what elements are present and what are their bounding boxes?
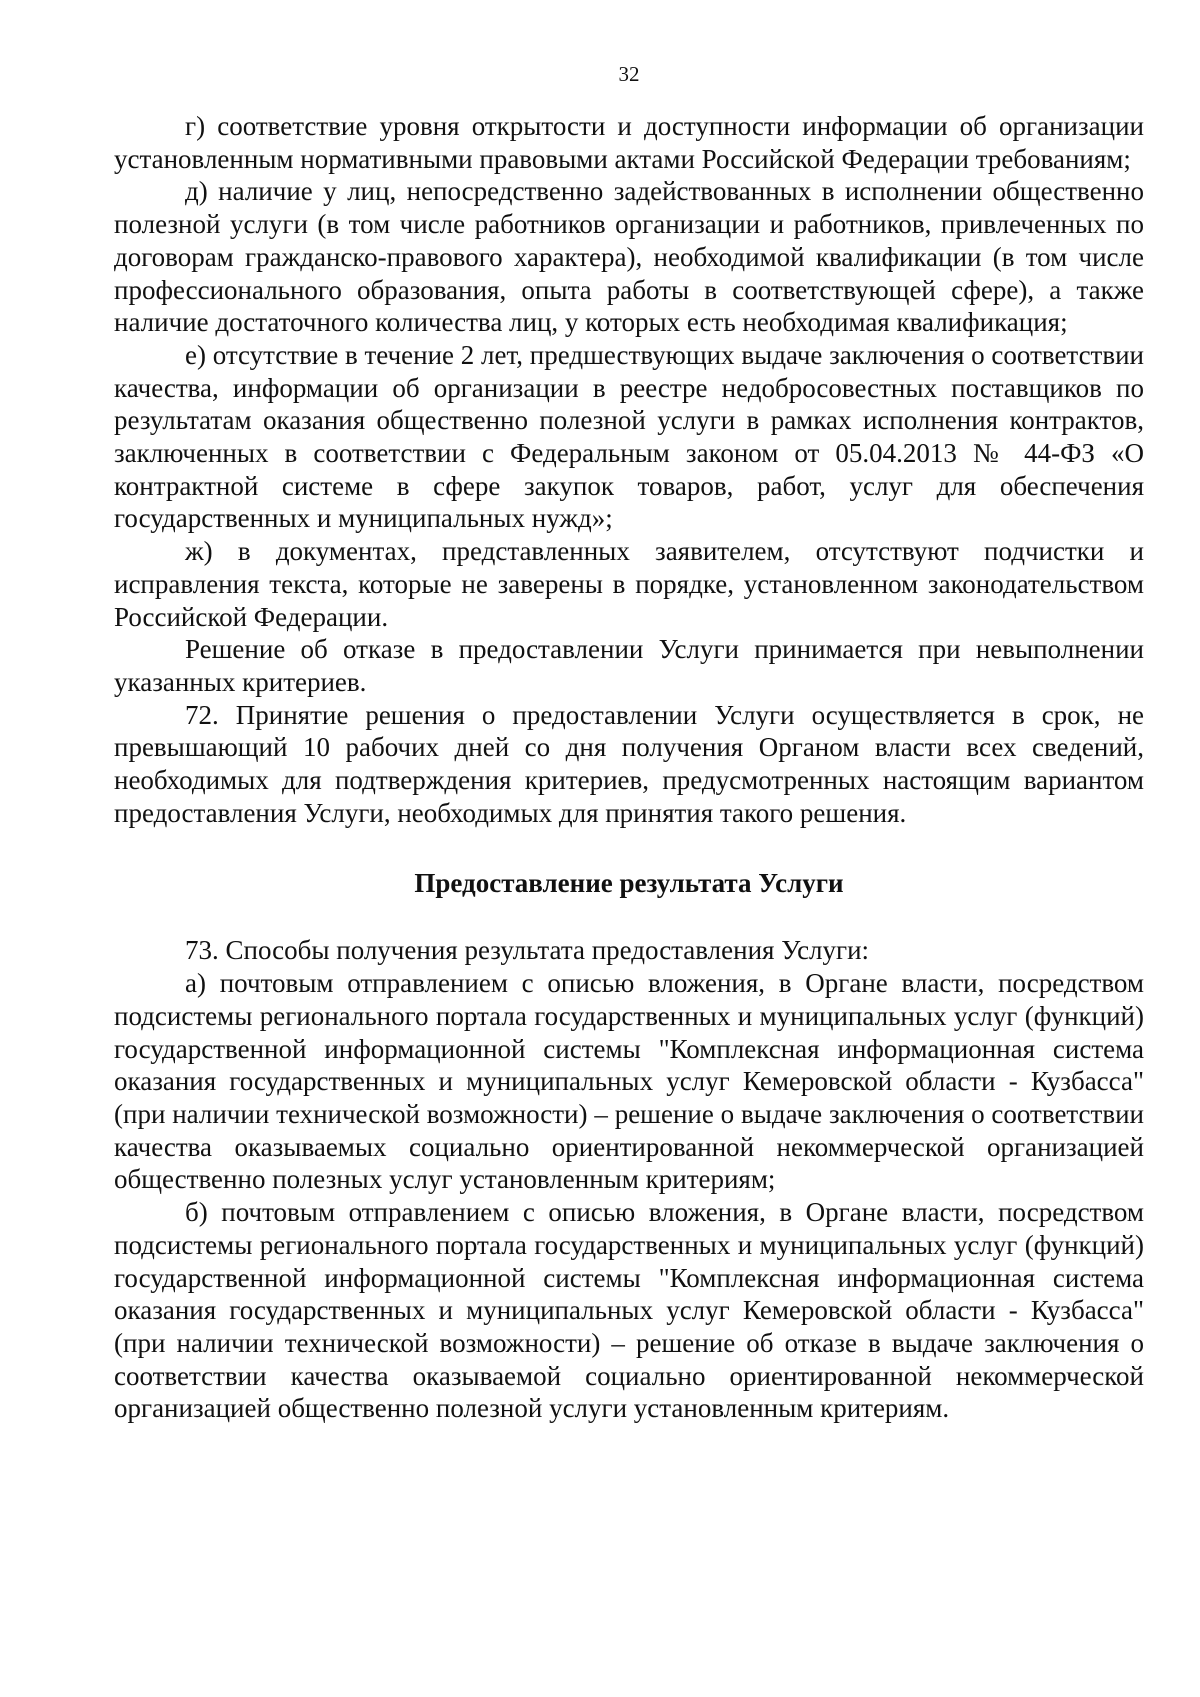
paragraph-criterion-d: д) наличие у лиц, непосредственно задействованных в исполнении общественно полезной услуги (в том числе работников организации и работников, привлеченных по договорам гражданско-правового характера), необходимой квалификации (в том числе профессионального образования, опыта работы в соответствующей сфере), а также наличие достаточного количества лиц, у которых есть необходимая квалификация; bbox=[114, 176, 1144, 338]
paragraph-method-a: а) почтовым отправлением с описью вложения, в Органе власти, посредством подсистемы регионального портала государственных и муниципальных услуг (функций) государственной информационной системы "Комплексная информационная система оказания государственных и муниципальных услуг Кемеровской области - Кузбасса" (при наличии технической возможности) – решение о выдаче заключения о соответствии качества оказываемых социально ориентированной некоммерческой организацией общественно полезных услуг установленным критериям; bbox=[114, 968, 1144, 1195]
paragraph-criterion-zh: ж) в документах, представленных заявителем, отсутствуют подчистки и исправления текста, которые не заверены в порядке, установленном законодательством Российской Федерации. bbox=[114, 536, 1144, 632]
paragraph-method-b: б) почтовым отправлением с описью вложения, в Органе власти, посредством подсистемы регионального портала государственных и муниципальных услуг (функций) государственной информационной системы "Комплексная информационная система оказания государственных и муниципальных услуг Кемеровской области - Кузбасса" (при наличии технической возможности) – решение об отказе в выдаче заключения о соответствии качества оказываемой социально ориентированной некоммерческой организацией общественно полезной услуги установленным критериям. bbox=[114, 1197, 1144, 1424]
paragraph-refusal-decision: Решение об отказе в предоставлении Услуги принимается при невыполнении указанных критериев. bbox=[114, 634, 1144, 697]
paragraph-clause-72: 72. Принятие решения о предоставлении Услуги осуществляется в срок, не превышающий 10 рабочих дней со дня получения Органом власти всех сведений, необходимых для подтверждения критериев, предусмотренных настоящим вариантом предоставления Услуги, необходимых для принятия такого решения. bbox=[114, 699, 1144, 828]
paragraph-criterion-e: е) отсутствие в течение 2 лет, предшествующих выдаче заключения о соответствии качества, информации об организации в реестре недобросовестных поставщиков по результатам оказания общественно полезной услуги в рамках исполнения контрактов, заключенных в соответствии с Федеральным законом от 05.04.2013 № 44-ФЗ «О контрактной системе в сфере закупок товаров, работ, услуг для обеспечения государственных и муниципальных нужд»; bbox=[114, 339, 1144, 534]
paragraph-criterion-g: г) соответствие уровня открытости и доступности информации об организации установленным нормативными правовыми актами Российской Федерации требованиям; bbox=[114, 111, 1144, 174]
section-heading: Предоставление результата Услуги bbox=[414, 868, 844, 899]
document-page bbox=[114, 62, 1144, 1425]
page-number: 32 bbox=[618, 62, 640, 86]
paragraph-clause-73: 73. Способы получения результата предоставления Услуги: bbox=[185, 935, 870, 966]
